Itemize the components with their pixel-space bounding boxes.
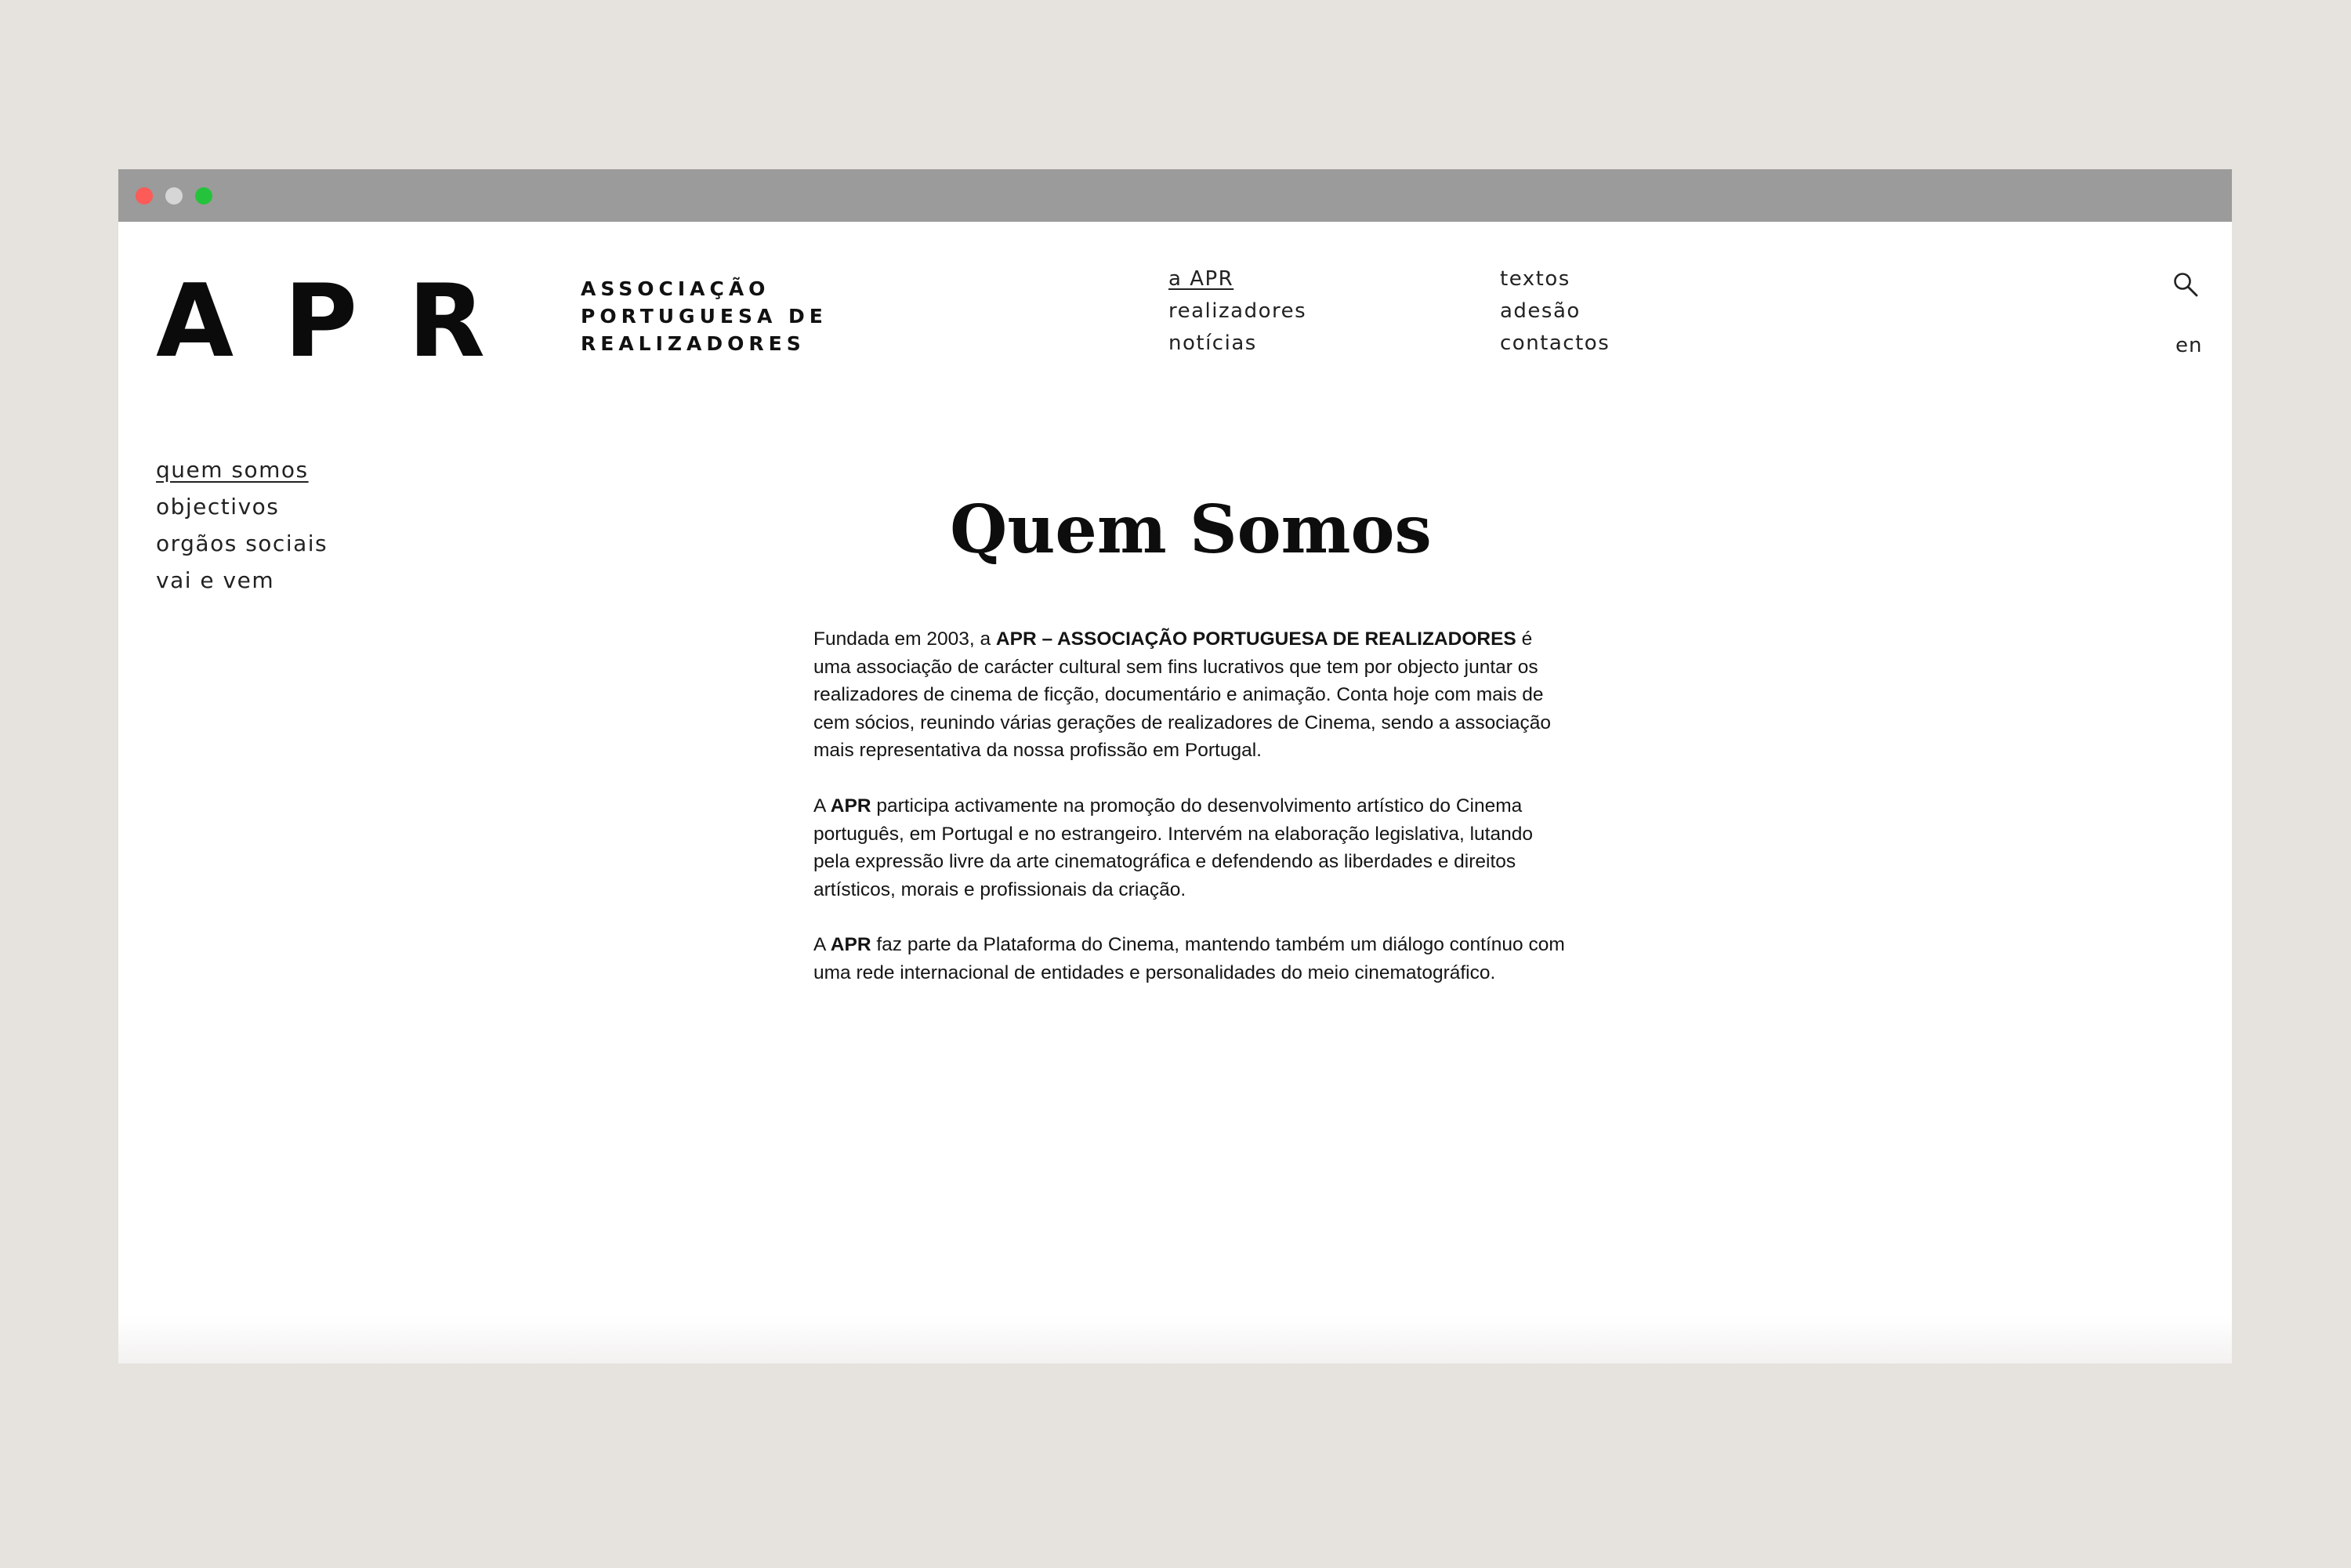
language-switch[interactable]: en — [2175, 334, 2203, 357]
sidebar-item-vai-e-vem[interactable]: vai e vem — [156, 567, 275, 593]
paragraph-bold-text: APR — [830, 795, 871, 817]
paragraph-text: é uma associação de carácter cultural sem fins lucrativos que tem por objecto juntar os realizadores de cinema de ficção, documentário e animação. Conta hoje com mais de cem sócios, reunindo várias gerações de realizadores de Cinema, sendo a associação mais representativa da nossa profissão em Portugal. — [813, 628, 1552, 762]
paragraph-founding — [813, 625, 1566, 765]
paragraph-text: participa activamente na promoção do desenvolvimento artístico do Cinema português, em Portugal e no estrangeiro. Intervém na elaboração legislativa, lutando pela expressão livre da arte cinematográfica e defendendo as liberdades e direitos artísticos, morais e profissionais da criação. — [813, 795, 1533, 900]
page-title: Quem Somos — [950, 491, 1432, 568]
main-nav-column-1 — [1168, 263, 1306, 360]
paragraph-text: A — [813, 795, 831, 817]
organization-name-line: REALIZADORES — [581, 332, 806, 355]
organization-name-line: ASSOCIAÇÃO — [581, 277, 770, 300]
bottom-fade — [118, 1316, 2232, 1363]
nav-item-a-apr[interactable]: a APR — [1168, 267, 1234, 291]
close-window-button[interactable] — [136, 187, 153, 205]
nav-item-contactos[interactable]: contactos — [1500, 331, 1610, 355]
logo-letter-r: R — [408, 263, 485, 380]
maximize-window-button[interactable] — [195, 187, 212, 205]
paragraph-bold-text: APR – ASSOCIAÇÃO PORTUGUESA DE REALIZADORES — [995, 628, 1516, 650]
sidebar-item-quem-somos[interactable]: quem somos — [156, 457, 309, 483]
apr-logo[interactable] — [156, 263, 485, 380]
logo-letter-a: A — [156, 263, 234, 380]
organization-name-line: PORTUGUESA DE — [581, 305, 828, 328]
window-titlebar — [118, 169, 2232, 222]
minimize-window-button[interactable] — [165, 187, 183, 205]
about-content — [813, 625, 1566, 1015]
paragraph-bold-text: APR — [830, 934, 871, 956]
sidebar-item-orgaos-sociais[interactable]: orgãos sociais — [156, 531, 328, 556]
nav-item-realizadores[interactable]: realizadores — [1168, 299, 1307, 323]
paragraph-platform — [813, 931, 1566, 987]
page-title-wrapper — [118, 491, 2232, 569]
paragraph-text: faz parte da Plataforma do Cinema, mantendo também um diálogo contínuo com uma rede internacional de entidades e personalidades do meio cinematográfico. — [813, 934, 1565, 983]
sidebar-item-objectivos[interactable]: objectivos — [156, 494, 280, 520]
organization-name — [581, 275, 831, 357]
search-icon[interactable] — [2172, 271, 2199, 298]
logo-letter-p: P — [284, 263, 358, 380]
nav-item-adesao[interactable]: adesão — [1500, 299, 1581, 323]
main-nav-column-2 — [1500, 263, 1610, 360]
paragraph-activity — [813, 792, 1566, 904]
nav-item-noticias[interactable]: notícias — [1168, 331, 1257, 355]
paragraph-text: A — [813, 934, 831, 956]
browser-window — [118, 169, 2232, 1363]
nav-item-textos[interactable]: textos — [1500, 267, 1570, 291]
paragraph-text: Fundada em 2003, a — [813, 628, 996, 650]
